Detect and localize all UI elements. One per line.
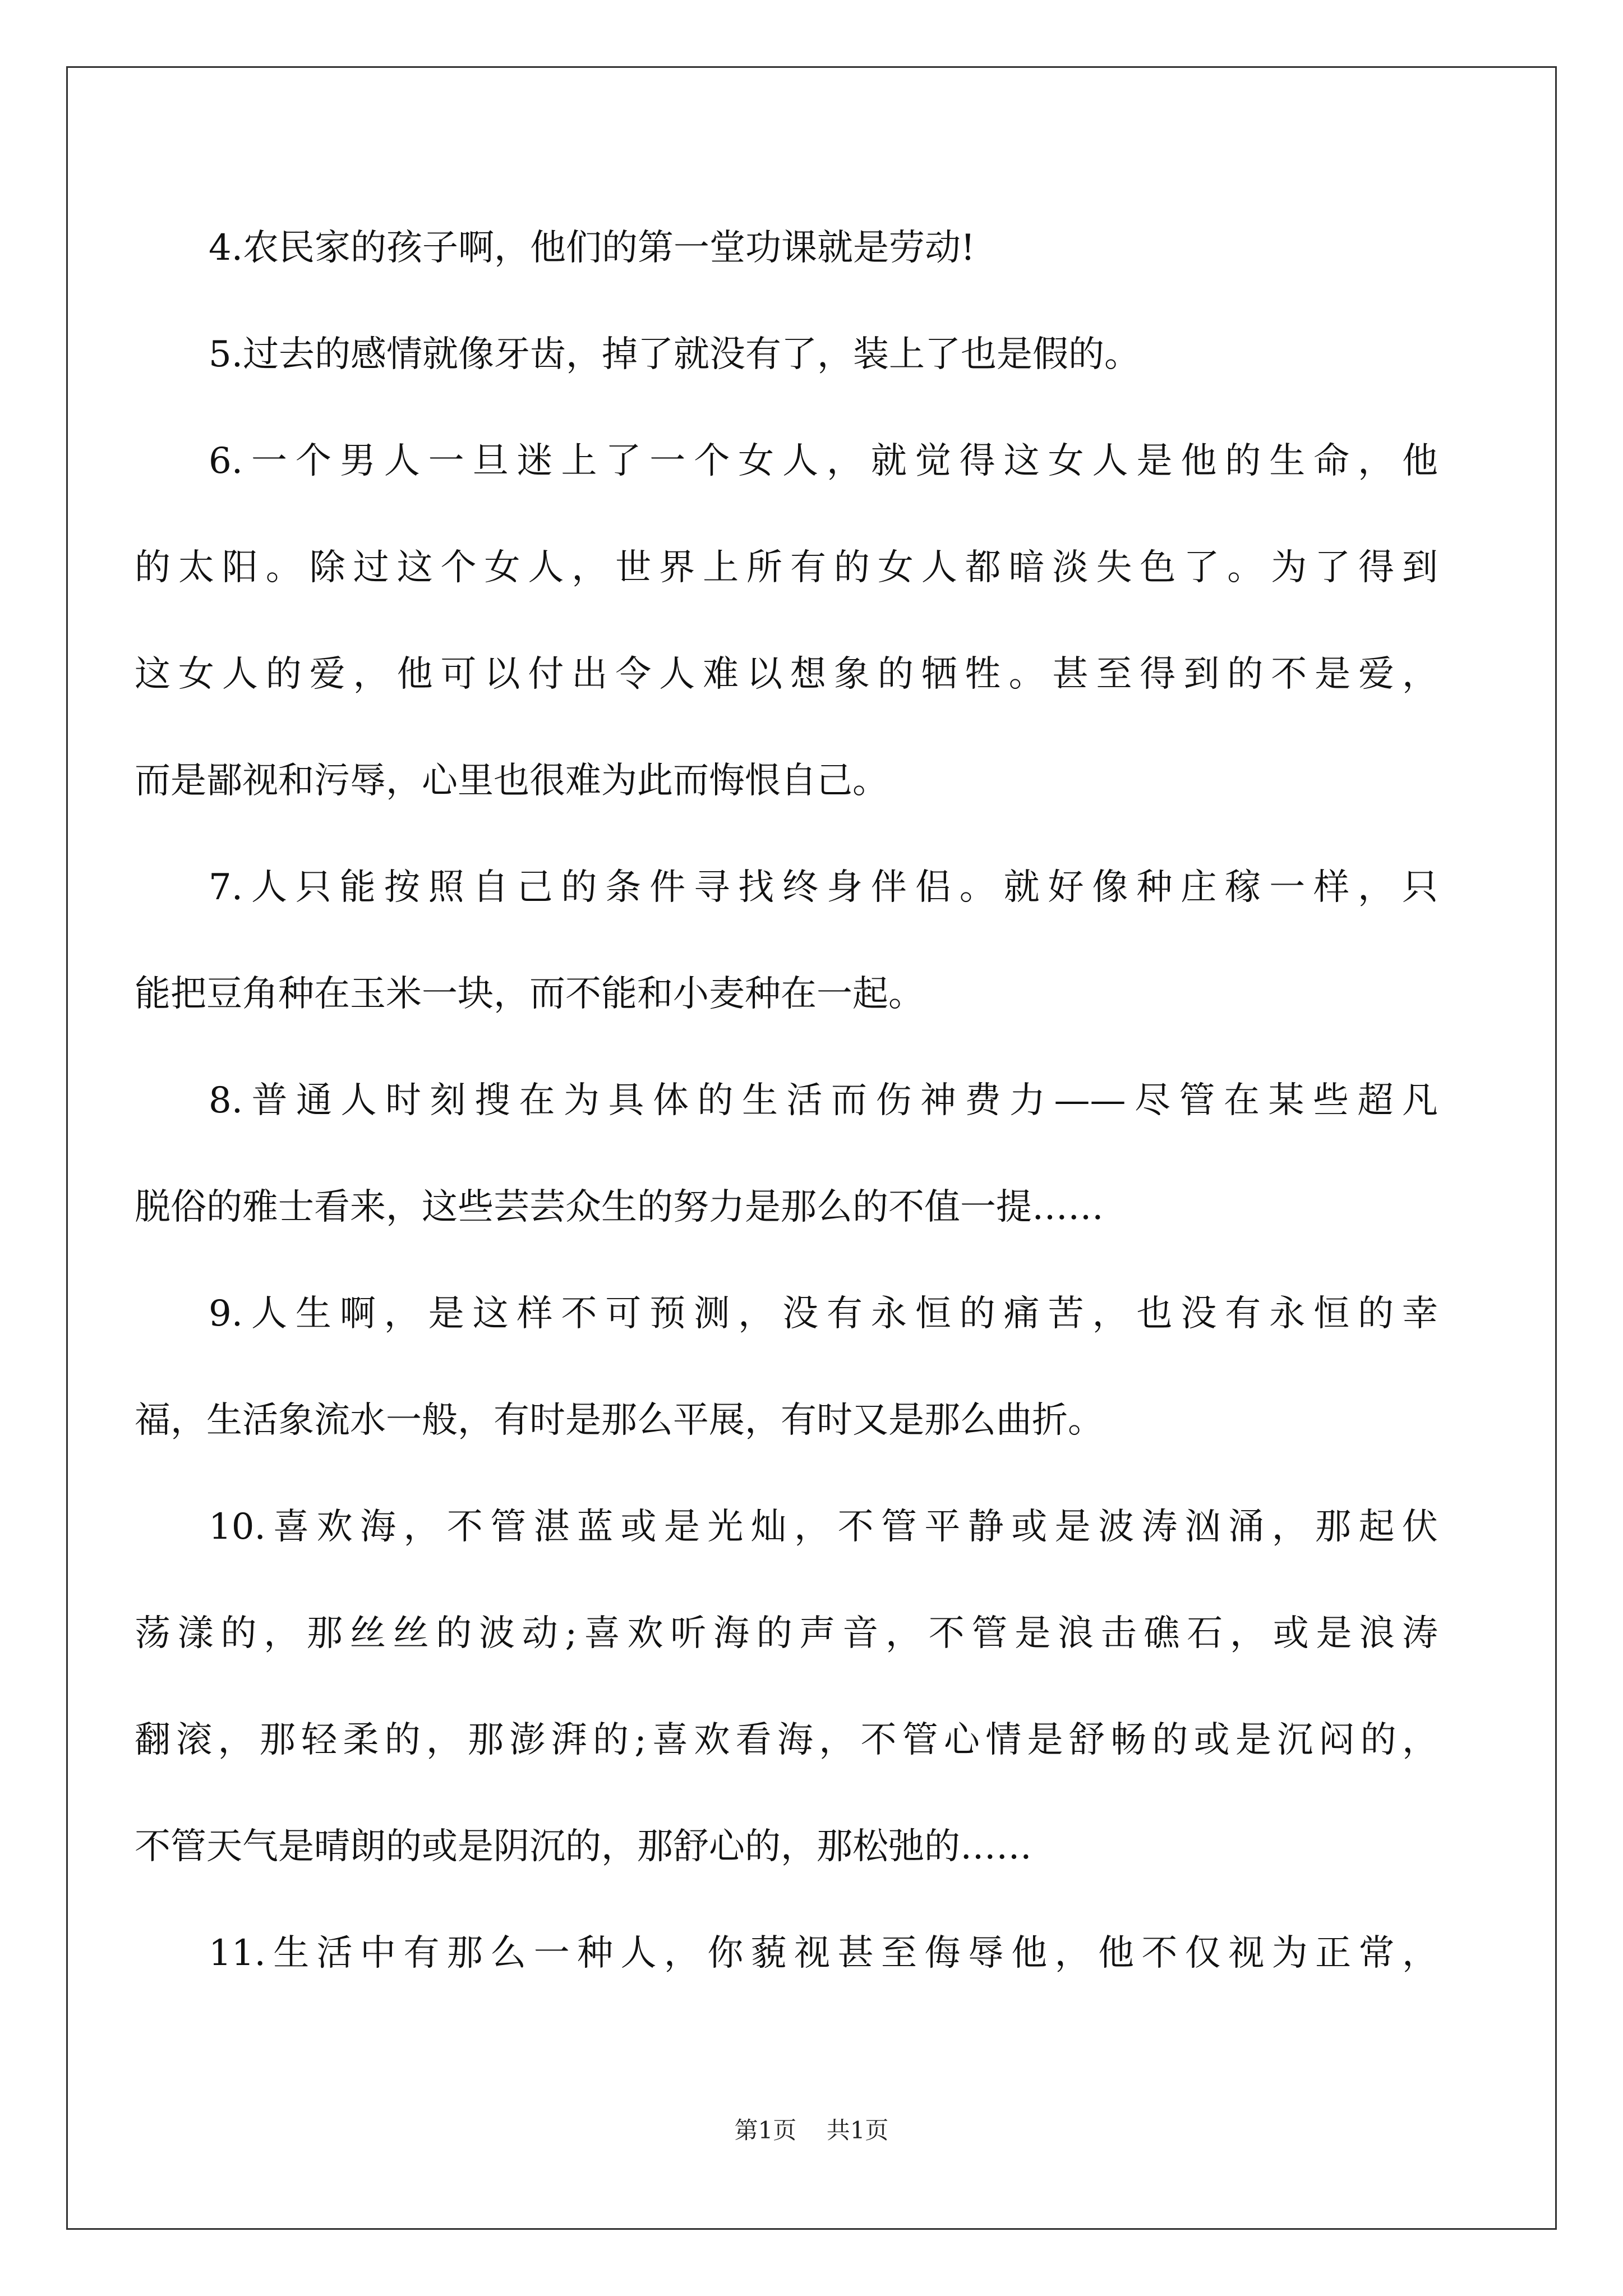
paragraph-4-line-1: 4.农民家的孩子啊，他们的第一堂功课就是劳动!: [209, 227, 975, 269]
paragraph-8-line-1: 8.普通人时刻搜在为具体的生活而伤神费力——尽管在某些超凡: [209, 1080, 1438, 1121]
paragraph-10-line-1: 10.喜欢海，不管湛蓝或是光灿，不管平静或是波涛汹涌，那起伏: [209, 1506, 1438, 1548]
paragraph-6-line-2: 的太阳。除过这个女人，世界上所有的女人都暗淡失色了。为了得到: [135, 547, 1438, 588]
page-number: 第1页: [734, 2116, 797, 2144]
paragraph-11-line-1: 11.生活中有那么一种人，你藐视甚至侮辱他，他不仅视为正常，: [209, 1932, 1438, 1974]
page-frame: [66, 66, 1557, 2230]
paragraph-8-line-2: 脱俗的雅士看来，这些芸芸众生的努力是那么的不值一提……: [135, 1186, 1104, 1228]
paragraph-10-line-2: 荡漾的，那丝丝的波动;喜欢听海的声音，不管是浪击礁石，或是浪涛: [135, 1613, 1438, 1654]
paragraph-9-line-2: 福，生活象流水一般，有时是那么平展，有时又是那么曲折。: [135, 1400, 1104, 1441]
paragraph-5-line-1: 5.过去的感情就像牙齿，掉了就没有了，装上了也是假的。: [209, 334, 1141, 375]
paragraph-10-line-4: 不管天气是晴朗的或是阴沉的，那舒心的，那松弛的……: [135, 1826, 1032, 1867]
paragraph-7-line-1: 7.人只能按照自己的条件寻找终身伴侣。就好像种庄稼一样，只: [209, 867, 1438, 908]
page-footer: [0, 2114, 1623, 2147]
paragraph-10-line-3: 翻滚，那轻柔的，那澎湃的;喜欢看海，不管心情是舒畅的或是沉闷的，: [135, 1719, 1438, 1761]
paragraph-6-line-4: 而是鄙视和污辱，心里也很难为此而悔恨自己。: [135, 760, 888, 802]
paragraph-6-line-3: 这女人的爱，他可以付出令人难以想象的牺牲。甚至得到的不是爱，: [135, 654, 1438, 695]
paragraph-9-line-1: 9.人生啊，是这样不可预测，没有永恒的痛苦，也没有永恒的幸: [209, 1293, 1438, 1335]
page-total: 共1页: [826, 2116, 889, 2144]
paragraph-6-line-1: 6.一个男人一旦迷上了一个女人，就觉得这女人是他的生命，他: [209, 440, 1438, 482]
paragraph-7-line-2: 能把豆角种在玉米一块，而不能和小麦种在一起。: [135, 973, 924, 1015]
